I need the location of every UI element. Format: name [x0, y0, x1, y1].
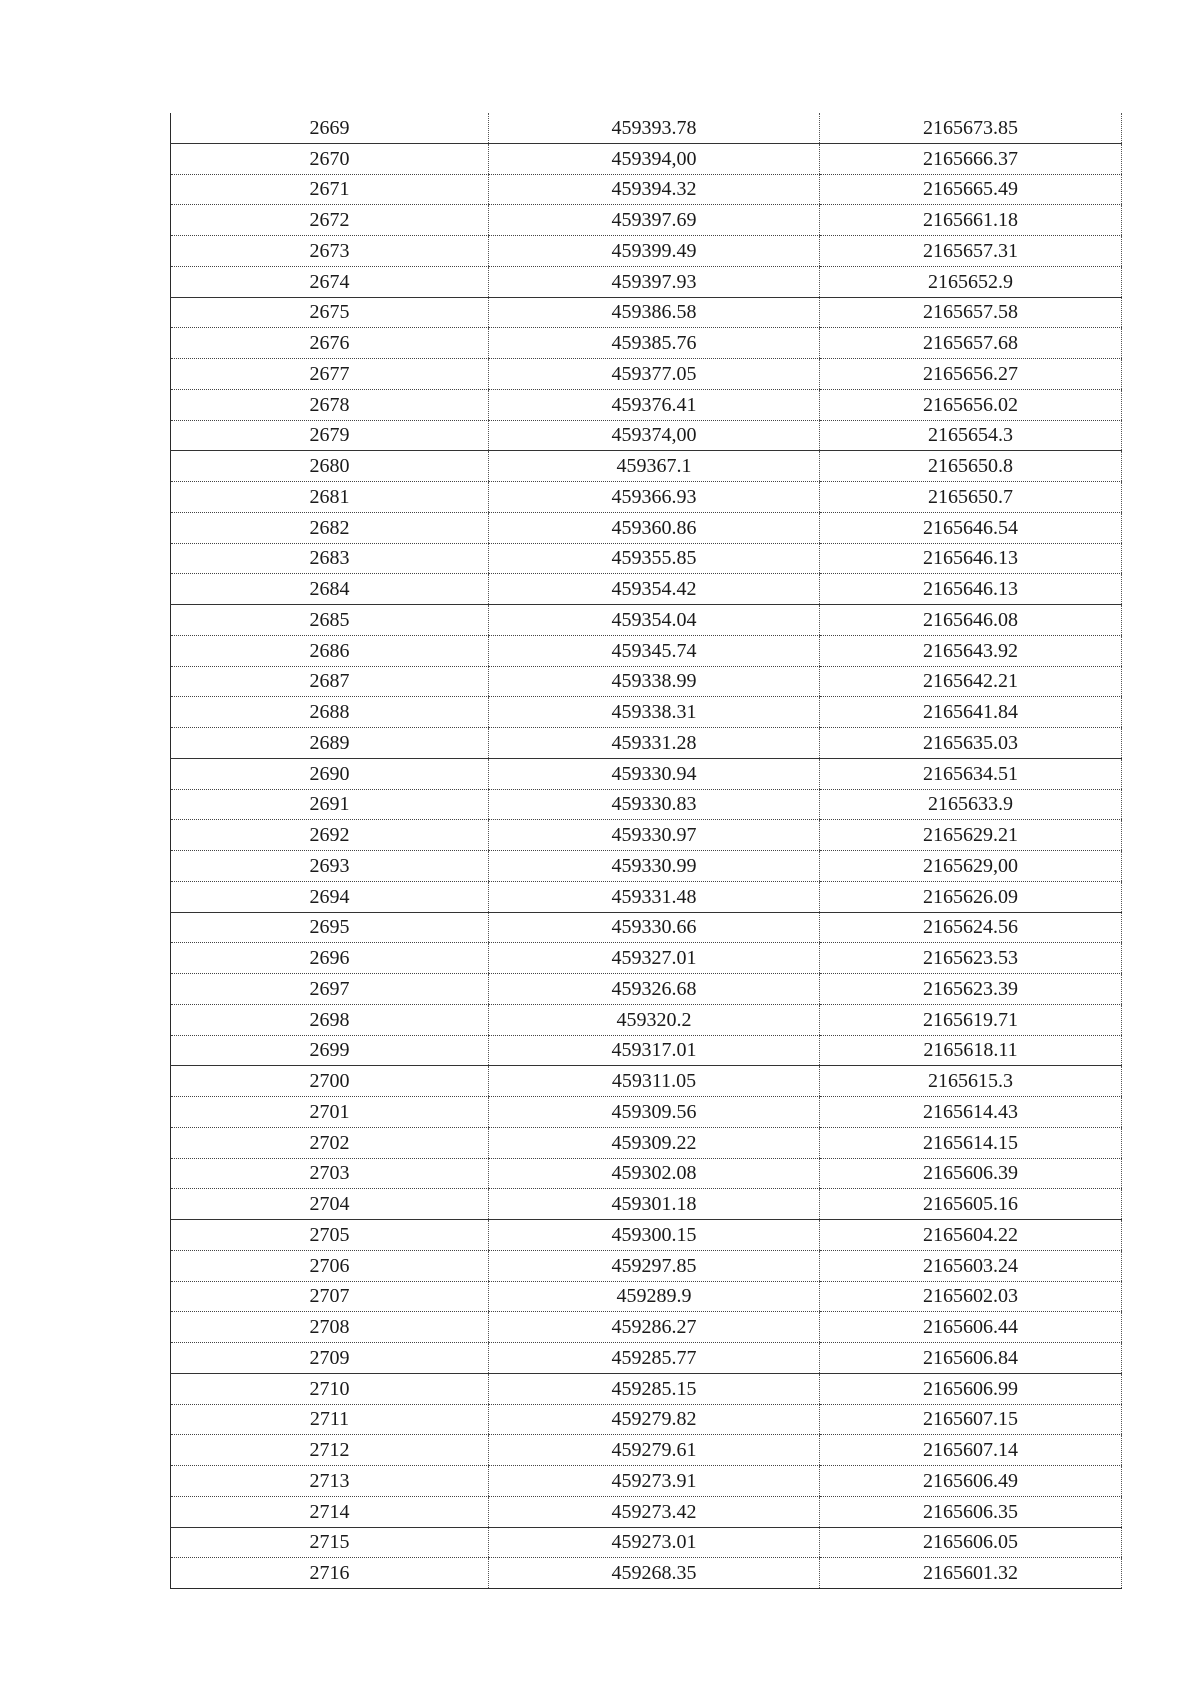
table-row [171, 359, 1122, 390]
x-coordinate-cell: 459273.01 [489, 1527, 820, 1558]
y-coordinate-cell: 2165656.02 [820, 389, 1122, 420]
x-coordinate-cell: 459300.15 [489, 1220, 820, 1251]
point-number-cell: 2680 [171, 451, 489, 482]
point-number-cell: 2671 [171, 174, 489, 205]
table-row [171, 1158, 1122, 1189]
point-number-cell: 2709 [171, 1343, 489, 1374]
point-number-cell: 2704 [171, 1189, 489, 1220]
y-coordinate-cell: 2165607.15 [820, 1404, 1122, 1435]
point-number-cell: 2673 [171, 236, 489, 267]
point-number-cell: 2670 [171, 143, 489, 174]
point-number-cell: 2683 [171, 543, 489, 574]
x-coordinate-cell: 459326.68 [489, 974, 820, 1005]
point-number-cell: 2690 [171, 758, 489, 789]
y-coordinate-cell: 2165654.3 [820, 420, 1122, 451]
table-row [171, 1250, 1122, 1281]
y-coordinate-cell: 2165623.53 [820, 943, 1122, 974]
x-coordinate-cell: 459367.1 [489, 451, 820, 482]
y-coordinate-cell: 2165650.8 [820, 451, 1122, 482]
table-row [171, 789, 1122, 820]
y-coordinate-cell: 2165606.35 [820, 1496, 1122, 1527]
point-number-cell: 2674 [171, 266, 489, 297]
point-number-cell: 2707 [171, 1281, 489, 1312]
y-coordinate-cell: 2165650.7 [820, 482, 1122, 513]
x-coordinate-cell: 459393.78 [489, 113, 820, 143]
point-number-cell: 2684 [171, 574, 489, 605]
x-coordinate-cell: 459366.93 [489, 482, 820, 513]
y-coordinate-cell: 2165661.18 [820, 205, 1122, 236]
point-number-cell: 2701 [171, 1097, 489, 1128]
point-number-cell: 2677 [171, 359, 489, 390]
table-row [171, 205, 1122, 236]
table-row [171, 420, 1122, 451]
x-coordinate-cell: 459355.85 [489, 543, 820, 574]
point-number-cell: 2678 [171, 389, 489, 420]
point-number-cell: 2696 [171, 943, 489, 974]
y-coordinate-cell: 2165606.05 [820, 1527, 1122, 1558]
point-number-cell: 2714 [171, 1496, 489, 1527]
table-row [171, 1373, 1122, 1404]
x-coordinate-cell: 459330.99 [489, 851, 820, 882]
table-row [171, 881, 1122, 912]
y-coordinate-cell: 2165607.14 [820, 1435, 1122, 1466]
x-coordinate-cell: 459286.27 [489, 1312, 820, 1343]
y-coordinate-cell: 2165602.03 [820, 1281, 1122, 1312]
table-row [171, 943, 1122, 974]
y-coordinate-cell: 2165606.39 [820, 1158, 1122, 1189]
table-row [171, 1404, 1122, 1435]
y-coordinate-cell: 2165606.44 [820, 1312, 1122, 1343]
table-row [171, 820, 1122, 851]
table-row [171, 1004, 1122, 1035]
y-coordinate-cell: 2165656.27 [820, 359, 1122, 390]
y-coordinate-cell: 2165619.71 [820, 1004, 1122, 1035]
table-row [171, 143, 1122, 174]
y-coordinate-cell: 2165629,00 [820, 851, 1122, 882]
point-number-cell: 2708 [171, 1312, 489, 1343]
x-coordinate-cell: 459397.93 [489, 266, 820, 297]
y-coordinate-cell: 2165657.31 [820, 236, 1122, 267]
x-coordinate-cell: 459285.15 [489, 1373, 820, 1404]
x-coordinate-cell: 459268.35 [489, 1558, 820, 1589]
table-row [171, 1558, 1122, 1589]
x-coordinate-cell: 459376.41 [489, 389, 820, 420]
y-coordinate-cell: 2165657.68 [820, 328, 1122, 359]
x-coordinate-cell: 459289.9 [489, 1281, 820, 1312]
point-number-cell: 2705 [171, 1220, 489, 1251]
point-number-cell: 2711 [171, 1404, 489, 1435]
point-number-cell: 2699 [171, 1035, 489, 1066]
y-coordinate-cell: 2165615.3 [820, 1066, 1122, 1097]
point-number-cell: 2716 [171, 1558, 489, 1589]
point-number-cell: 2693 [171, 851, 489, 882]
y-coordinate-cell: 2165601.32 [820, 1558, 1122, 1589]
table-row [171, 236, 1122, 267]
point-number-cell: 2687 [171, 666, 489, 697]
point-number-cell: 2692 [171, 820, 489, 851]
point-number-cell: 2702 [171, 1127, 489, 1158]
table-row [171, 512, 1122, 543]
x-coordinate-cell: 459360.86 [489, 512, 820, 543]
x-coordinate-cell: 459279.82 [489, 1404, 820, 1435]
y-coordinate-cell: 2165606.84 [820, 1343, 1122, 1374]
table-row [171, 451, 1122, 482]
y-coordinate-cell: 2165641.84 [820, 697, 1122, 728]
y-coordinate-cell: 2165657.58 [820, 297, 1122, 328]
table-row [171, 635, 1122, 666]
y-coordinate-cell: 2165623.39 [820, 974, 1122, 1005]
table-row [171, 1281, 1122, 1312]
y-coordinate-cell: 2165635.03 [820, 728, 1122, 759]
table-row [171, 328, 1122, 359]
table-row [171, 851, 1122, 882]
y-coordinate-cell: 2165666.37 [820, 143, 1122, 174]
x-coordinate-cell: 459338.99 [489, 666, 820, 697]
x-coordinate-cell: 459301.18 [489, 1189, 820, 1220]
x-coordinate-cell: 459345.74 [489, 635, 820, 666]
point-number-cell: 2691 [171, 789, 489, 820]
table-row [171, 1220, 1122, 1251]
x-coordinate-cell: 459279.61 [489, 1435, 820, 1466]
x-coordinate-cell: 459327.01 [489, 943, 820, 974]
table-row [171, 174, 1122, 205]
table-row [171, 1035, 1122, 1066]
table-row [171, 482, 1122, 513]
table-row [171, 1127, 1122, 1158]
y-coordinate-cell: 2165604.22 [820, 1220, 1122, 1251]
table-row [171, 1527, 1122, 1558]
x-coordinate-cell: 459311.05 [489, 1066, 820, 1097]
point-number-cell: 2703 [171, 1158, 489, 1189]
x-coordinate-cell: 459385.76 [489, 328, 820, 359]
table-row [171, 666, 1122, 697]
x-coordinate-cell: 459394.32 [489, 174, 820, 205]
y-coordinate-cell: 2165626.09 [820, 881, 1122, 912]
point-number-cell: 2694 [171, 881, 489, 912]
table-row [171, 389, 1122, 420]
table-row [171, 1496, 1122, 1527]
y-coordinate-cell: 2165633.9 [820, 789, 1122, 820]
x-coordinate-cell: 459320.2 [489, 1004, 820, 1035]
table-row [171, 574, 1122, 605]
x-coordinate-cell: 459394,00 [489, 143, 820, 174]
point-number-cell: 2679 [171, 420, 489, 451]
y-coordinate-cell: 2165614.43 [820, 1097, 1122, 1128]
point-number-cell: 2682 [171, 512, 489, 543]
x-coordinate-cell: 459309.22 [489, 1127, 820, 1158]
table-row [171, 113, 1122, 143]
point-number-cell: 2689 [171, 728, 489, 759]
table-row [171, 297, 1122, 328]
point-number-cell: 2695 [171, 912, 489, 943]
x-coordinate-cell: 459273.91 [489, 1466, 820, 1497]
x-coordinate-cell: 459374,00 [489, 420, 820, 451]
y-coordinate-cell: 2165624.56 [820, 912, 1122, 943]
point-number-cell: 2713 [171, 1466, 489, 1497]
x-coordinate-cell: 459297.85 [489, 1250, 820, 1281]
y-coordinate-cell: 2165646.08 [820, 605, 1122, 636]
y-coordinate-cell: 2165642.21 [820, 666, 1122, 697]
y-coordinate-cell: 2165646.13 [820, 574, 1122, 605]
point-number-cell: 2688 [171, 697, 489, 728]
y-coordinate-cell: 2165629.21 [820, 820, 1122, 851]
table-row [171, 912, 1122, 943]
table-row [171, 1189, 1122, 1220]
table-row [171, 974, 1122, 1005]
table-row [171, 1466, 1122, 1497]
table-row [171, 697, 1122, 728]
point-number-cell: 2672 [171, 205, 489, 236]
x-coordinate-cell: 459302.08 [489, 1158, 820, 1189]
table-row [171, 1435, 1122, 1466]
x-coordinate-cell: 459386.58 [489, 297, 820, 328]
table-row [171, 1066, 1122, 1097]
table-row [171, 728, 1122, 759]
y-coordinate-cell: 2165603.24 [820, 1250, 1122, 1281]
point-number-cell: 2686 [171, 635, 489, 666]
x-coordinate-cell: 459331.28 [489, 728, 820, 759]
y-coordinate-cell: 2165606.99 [820, 1373, 1122, 1404]
y-coordinate-cell: 2165665.49 [820, 174, 1122, 205]
x-coordinate-cell: 459330.83 [489, 789, 820, 820]
x-coordinate-cell: 459354.42 [489, 574, 820, 605]
table-row [171, 1097, 1122, 1128]
point-number-cell: 2681 [171, 482, 489, 513]
table-row [171, 543, 1122, 574]
y-coordinate-cell: 2165618.11 [820, 1035, 1122, 1066]
coordinate-table [170, 113, 1122, 1589]
point-number-cell: 2697 [171, 974, 489, 1005]
x-coordinate-cell: 459317.01 [489, 1035, 820, 1066]
table-row [171, 758, 1122, 789]
x-coordinate-cell: 459330.94 [489, 758, 820, 789]
x-coordinate-cell: 459354.04 [489, 605, 820, 636]
x-coordinate-cell: 459377.05 [489, 359, 820, 390]
x-coordinate-cell: 459285.77 [489, 1343, 820, 1374]
table-row [171, 605, 1122, 636]
x-coordinate-cell: 459309.56 [489, 1097, 820, 1128]
coordinate-table-body [171, 113, 1122, 1589]
table-row [171, 1343, 1122, 1374]
y-coordinate-cell: 2165605.16 [820, 1189, 1122, 1220]
y-coordinate-cell: 2165634.51 [820, 758, 1122, 789]
y-coordinate-cell: 2165606.49 [820, 1466, 1122, 1497]
point-number-cell: 2715 [171, 1527, 489, 1558]
point-number-cell: 2676 [171, 328, 489, 359]
y-coordinate-cell: 2165614.15 [820, 1127, 1122, 1158]
point-number-cell: 2669 [171, 113, 489, 143]
table-row [171, 266, 1122, 297]
point-number-cell: 2685 [171, 605, 489, 636]
y-coordinate-cell: 2165673.85 [820, 113, 1122, 143]
y-coordinate-cell: 2165646.13 [820, 543, 1122, 574]
point-number-cell: 2675 [171, 297, 489, 328]
x-coordinate-cell: 459331.48 [489, 881, 820, 912]
x-coordinate-cell: 459399.49 [489, 236, 820, 267]
point-number-cell: 2712 [171, 1435, 489, 1466]
point-number-cell: 2700 [171, 1066, 489, 1097]
table-row [171, 1312, 1122, 1343]
y-coordinate-cell: 2165652.9 [820, 266, 1122, 297]
x-coordinate-cell: 459397.69 [489, 205, 820, 236]
x-coordinate-cell: 459273.42 [489, 1496, 820, 1527]
x-coordinate-cell: 459330.66 [489, 912, 820, 943]
point-number-cell: 2710 [171, 1373, 489, 1404]
point-number-cell: 2698 [171, 1004, 489, 1035]
point-number-cell: 2706 [171, 1250, 489, 1281]
y-coordinate-cell: 2165643.92 [820, 635, 1122, 666]
x-coordinate-cell: 459338.31 [489, 697, 820, 728]
y-coordinate-cell: 2165646.54 [820, 512, 1122, 543]
x-coordinate-cell: 459330.97 [489, 820, 820, 851]
